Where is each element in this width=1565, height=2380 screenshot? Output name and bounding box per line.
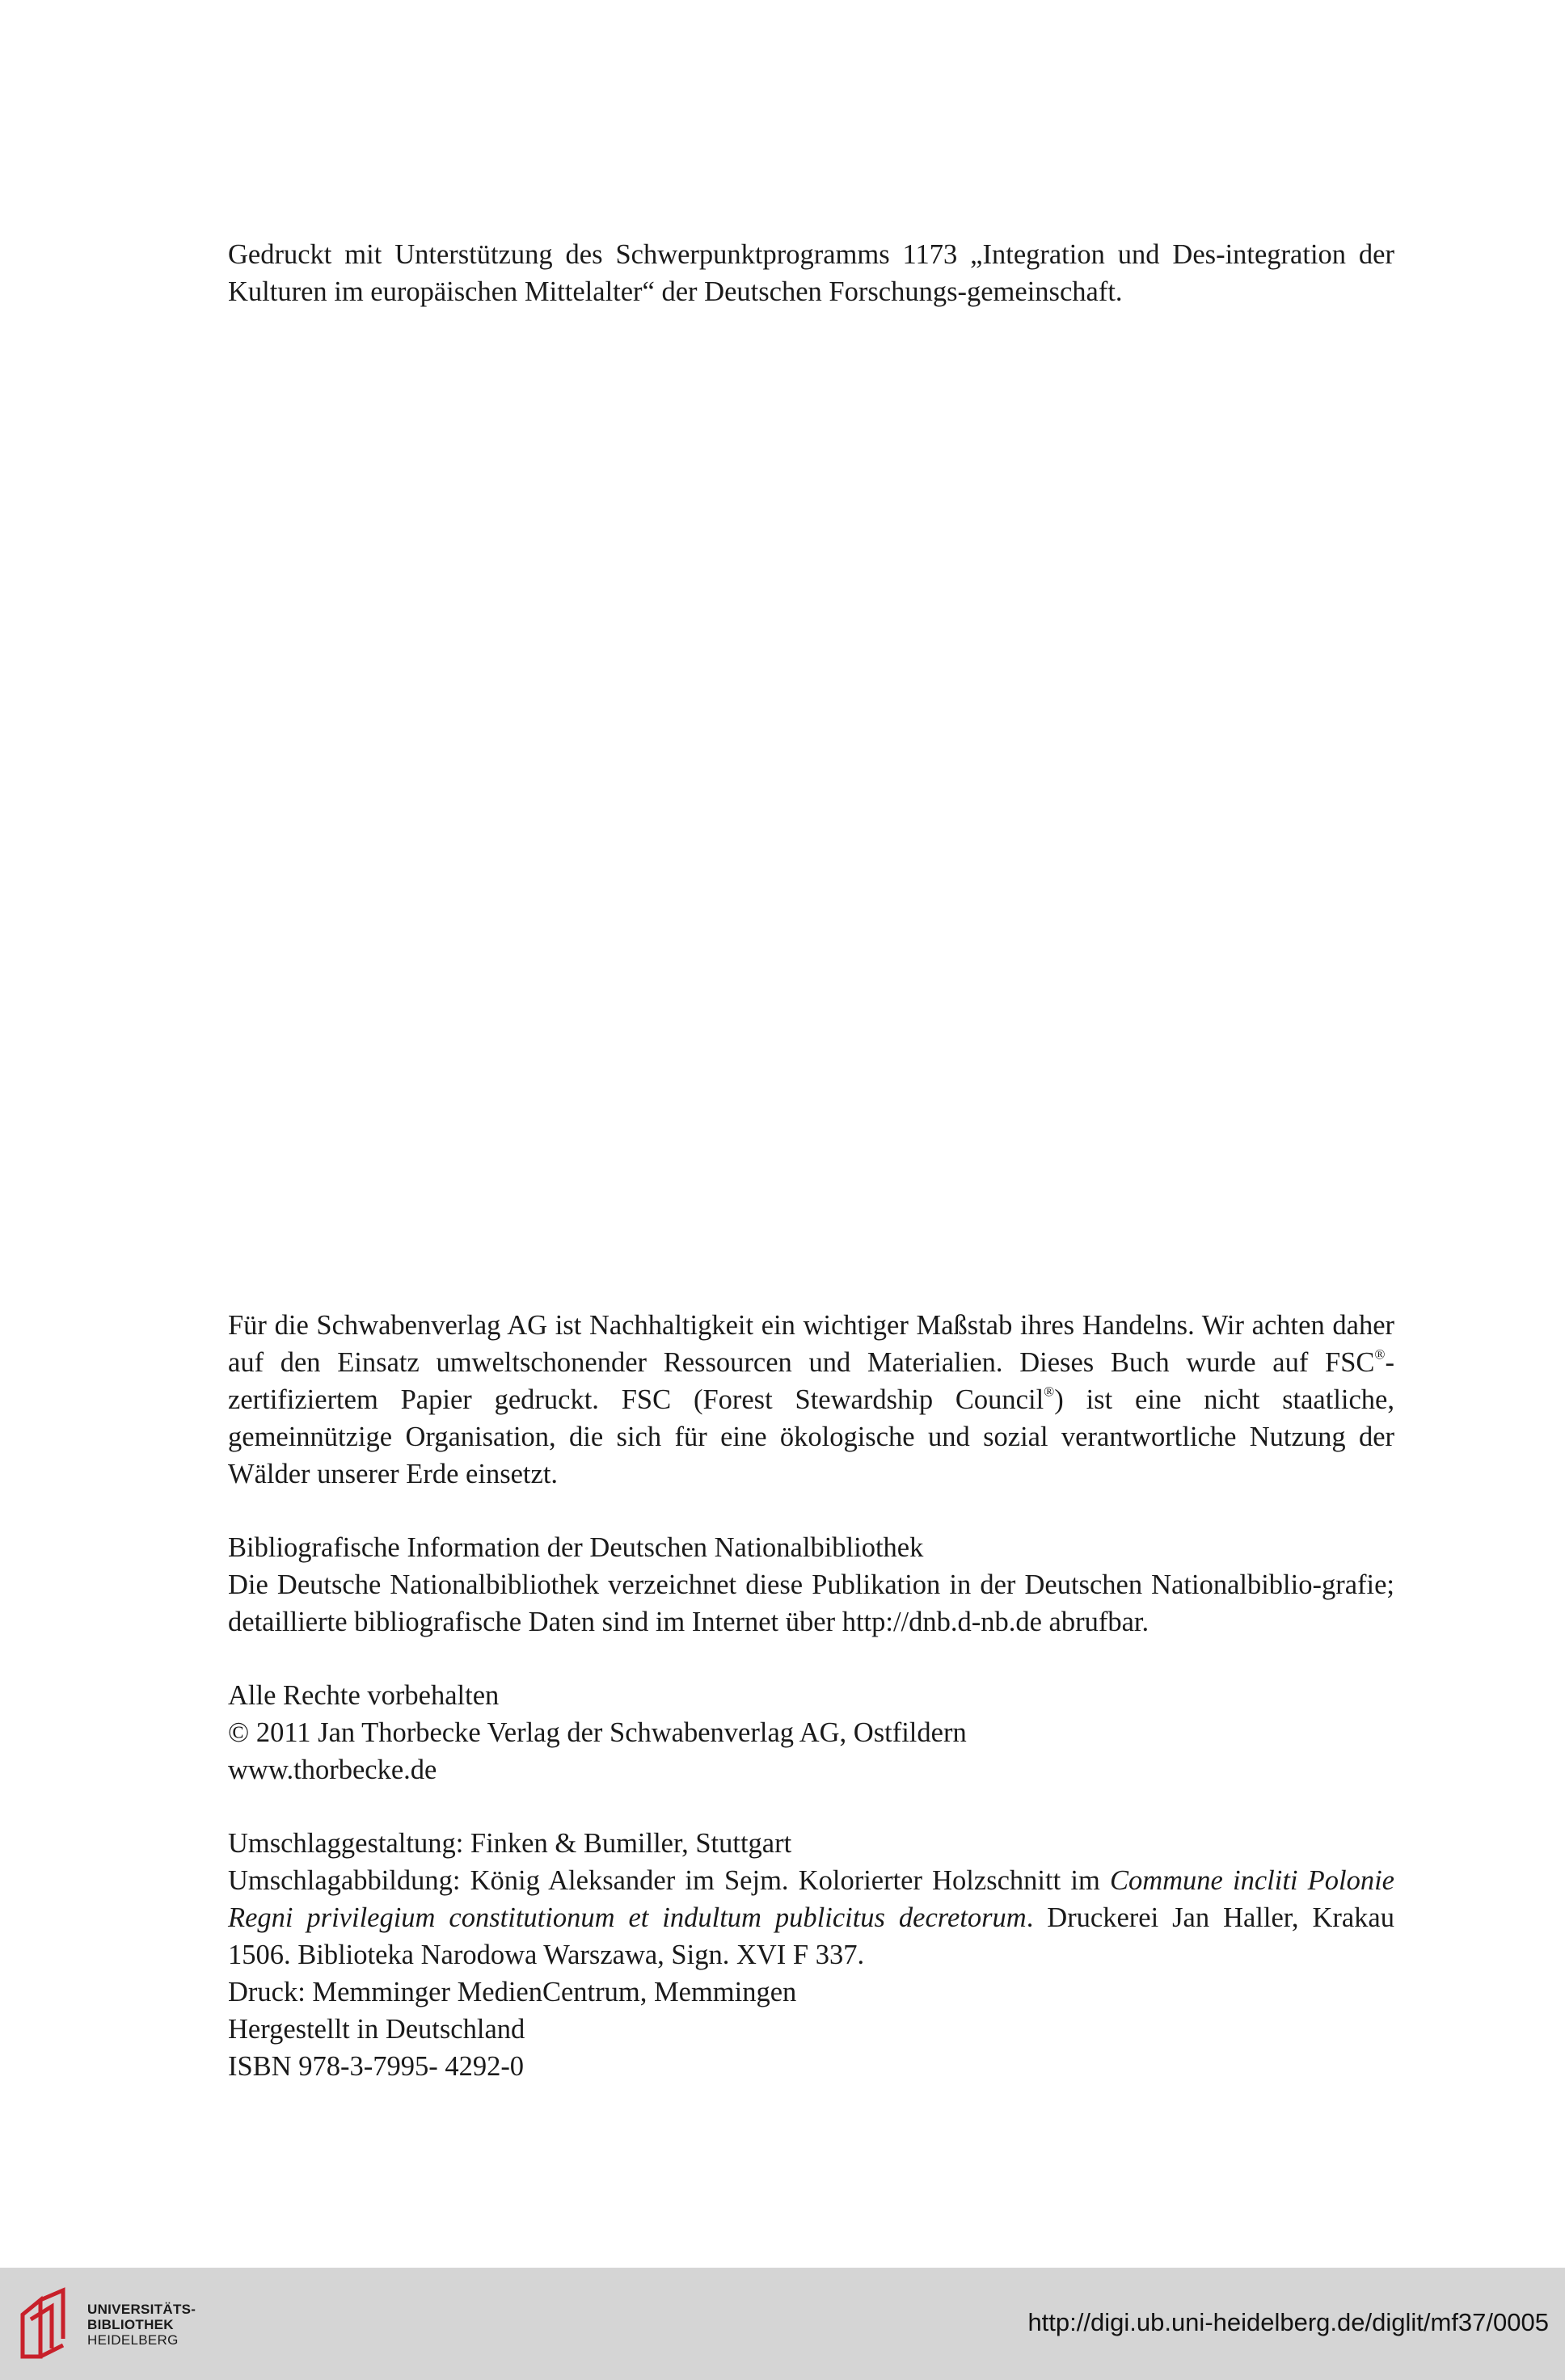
publisher-website: www.thorbecke.de: [228, 1754, 437, 1785]
bibliographic-text: Die Deutsche Nationalbibliothek verzeichnet diese Publikation in der Deutschen Nationalbiblio-grafie; detaillierte bibliografische Daten sind im Internet über http://dnb.d-nb.de abrufbar.: [228, 1569, 1394, 1637]
library-name-line-3: HEIDELBERG: [87, 2332, 179, 2348]
library-name-line-1: UNIVERSITÄTS-: [87, 2302, 196, 2317]
cover-image-title: Commune incliti Polonie Regni privilegium constitutionum et indultum publicitus decretorum: [228, 1865, 1394, 1933]
sustainability-text-3: ) ist eine nicht staatliche, gemeinnützige Organisation, die sich für eine ökologische und sozial verantwortliche Nutzung der Wälder unserer Erde einsetzt.: [228, 1384, 1394, 1489]
cover-image-credit: [228, 1862, 1394, 1974]
sustainability-text-1: Für die Schwabenverlag AG ist Nachhaltigkeit ein wichtiger Maßstab ihres Handelns. Wir achten daher auf den Einsatz umweltschonender Ressourcen und Materialien. Dieses Buch wurde auf FSC: [228, 1310, 1394, 1378]
isbn-line: ISBN 978-3-7995- 4292-0: [228, 2051, 525, 2082]
cover-image-intro: Umschlagabbildung: König Aleksander im Sejm. Kolorierter Holzschnitt im: [228, 1865, 1110, 1896]
funding-paragraph: Gedruckt mit Unterstützung des Schwerpunktprogramms 1173 „Integration und Des-integration der Kulturen im europäischen Mittelalter“ der Deutschen Forschungs-gemeinschaft.: [228, 239, 1394, 307]
sustainability-paragraph: [228, 1307, 1394, 1493]
sustainability-text-2: -zertifiziertem Papier gedruckt. FSC (Forest Stewardship Council: [228, 1347, 1394, 1415]
funding-note: [228, 236, 1394, 310]
digitization-footer: [0, 2268, 1565, 2380]
printing-credit: Druck: Memminger MedienCentrum, Memmingen: [228, 1977, 797, 2007]
imprint-block: [228, 1307, 1394, 2085]
registered-mark: ®: [1044, 1384, 1055, 1400]
made-in-line: Hergestellt in Deutschland: [228, 2014, 525, 2045]
digital-copy-url-link[interactable]: http://digi.ub.uni-heidelberg.de/diglit/mf37/0005: [1027, 2308, 1549, 2336]
cover-image-details: . Druckerei Jan Haller, Krakau 1506. Biblioteka Narodowa Warszawa, Sign. XVI F 337.: [228, 1902, 1394, 1970]
copyright-line: © 2011 Jan Thorbecke Verlag der Schwabenverlag AG, Ostfildern: [228, 1717, 967, 1748]
registered-mark: ®: [1374, 1346, 1386, 1363]
library-name: [87, 2302, 196, 2348]
bibliographic-heading: Bibliografische Information der Deutschen Nationalbibliothek: [228, 1532, 924, 1563]
library-emblem-icon: [16, 2282, 81, 2363]
cover-design-credit: Umschlaggestaltung: Finken & Bumiller, Stuttgart: [228, 1828, 792, 1859]
library-name-line-2: BIBLIOTHEK: [87, 2317, 174, 2332]
library-logo[interactable]: [16, 2282, 210, 2363]
rights-reserved: Alle Rechte vorbehalten: [228, 1680, 500, 1711]
